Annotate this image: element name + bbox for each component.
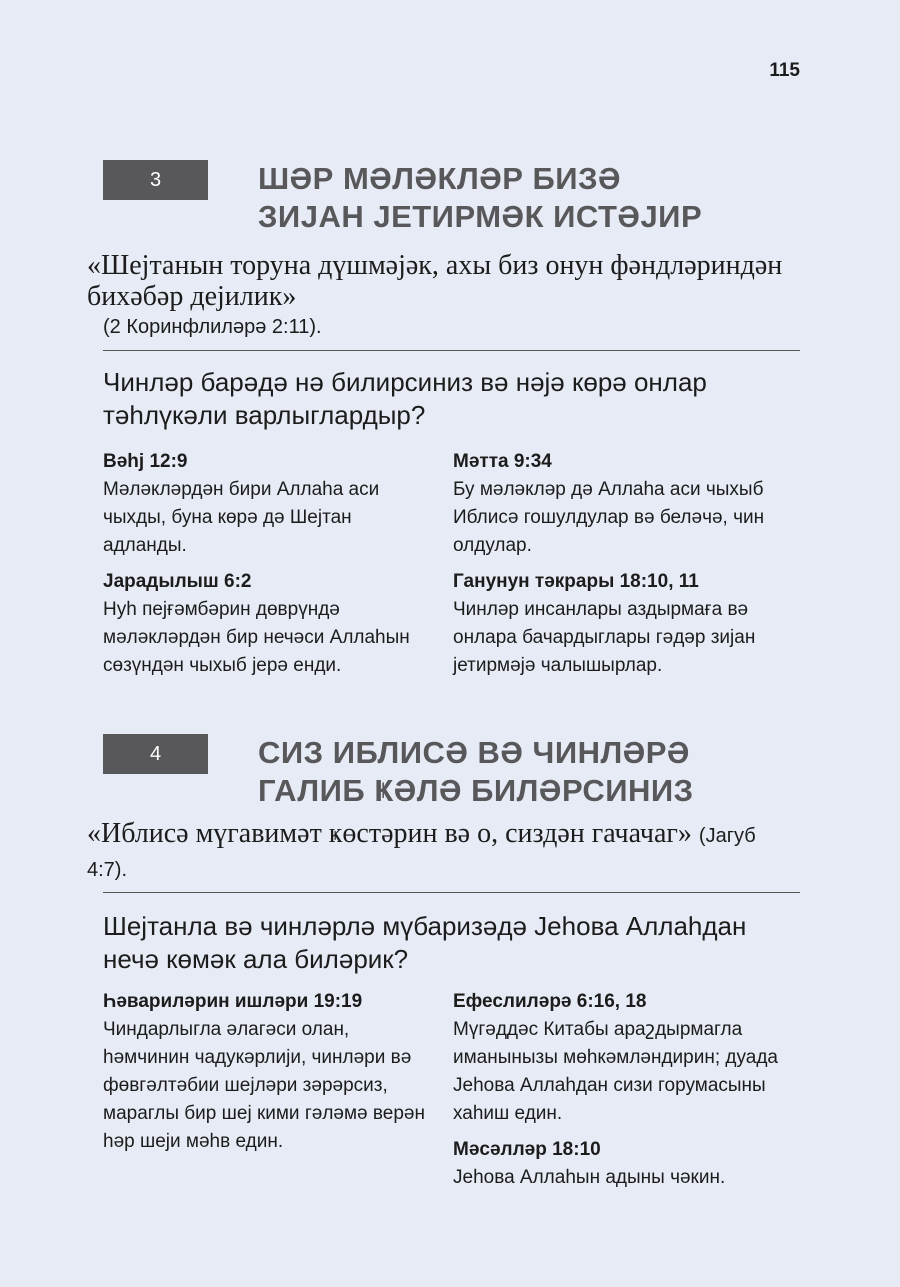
verse-entry bbox=[453, 568, 800, 680]
verse-entry bbox=[103, 568, 433, 680]
verse-reference: Мәтта 9:34 bbox=[453, 451, 552, 472]
scripture-quote bbox=[87, 250, 797, 342]
verse-reference: Јарадылыш 6:2 bbox=[103, 571, 252, 592]
section-number-box: 3 bbox=[103, 160, 208, 200]
verse-reference: Мәсәлләр 18:10 bbox=[453, 1139, 601, 1160]
verse-entry bbox=[453, 1136, 800, 1192]
verse-entry bbox=[453, 448, 800, 560]
verse-summary: Бу мәләкләр дә Аллаһа аси чыхыб Иблисә гошулдулар вә беләчә, чин олдулар. bbox=[453, 479, 765, 556]
quote-text: «Шејтанын торуна дүшмәјәк, ахы биз онун фәндләриндән бихәбәр дејилик» bbox=[87, 250, 783, 312]
quote-reference: (2 Коринфлиләрә 2:11). bbox=[103, 316, 322, 338]
verse-reference: Һәвариләрин ишләри 19:19 bbox=[103, 991, 363, 1012]
left-column bbox=[103, 448, 433, 688]
verse-summary: Чиндарлыгла әлагәси олан, һәмчинин чадукәрлији, чинләри вә фөвгәлтәбии шејләри зәрәрсиз, мараглы бир шеј кими гәләмә верән һәр шеји мәһв един. bbox=[103, 1019, 425, 1152]
section-number-box: 4 bbox=[103, 734, 208, 774]
quote-text: «Иблисә мүгавимәт ҝөстәрин вә о, сиздән гачачаг» bbox=[87, 818, 692, 849]
verse-summary: Чинләр инсанлары аздырмаға вә онлара бачардыглары гәдәр зијан јетирмәјә чалышырлар. bbox=[453, 599, 756, 676]
section-question: Шејтанла вә чинләрлә мүбаризәдә Јеһова Аллаһдан нечә көмәк ала биләрик? bbox=[103, 911, 747, 974]
divider bbox=[103, 892, 800, 893]
verse-summary: Мүгәддәс Китабы араշдырмагла иманынызы мөһкәмләндирин; дуада Јеһова Аллаһдан сизи горумасыны хаһиш един. bbox=[453, 1019, 778, 1124]
verse-entry bbox=[103, 988, 433, 1156]
verse-reference: Вәһј 12:9 bbox=[103, 451, 188, 472]
right-column bbox=[453, 448, 800, 688]
section-heading bbox=[258, 160, 702, 236]
verse-summary: Нуһ пејғәмбәрин дөврүндә мәләкләрдән бир нечәси Аллаһын сөзүндән чыхыб јерә енди. bbox=[103, 599, 410, 676]
divider bbox=[103, 350, 800, 351]
verse-summary: Мәләкләрдән бири Аллаһа аси чыхды, буна көрә дә Шејтан адланды. bbox=[103, 479, 380, 556]
scripture-quote bbox=[87, 818, 797, 886]
verse-entry bbox=[103, 448, 433, 560]
verse-reference: Ефеслиләрә 6:16, 18 bbox=[453, 991, 647, 1012]
verse-reference: Ганунун тәкрары 18:10, 11 bbox=[453, 571, 699, 592]
heading-line-1: ШӘР МӘЛӘКЛӘР БИЗӘ bbox=[258, 161, 622, 196]
heading-line-2: ЗИЈАН ЈЕТИРМӘК ИСТӘЈИР bbox=[258, 199, 703, 234]
section-question: Чинләр барәдә нә билирсиниз вә нәјә көрә онлар тәһлүкәли варлыглардыр? bbox=[103, 367, 707, 430]
verse-entry bbox=[453, 988, 800, 1128]
heading-line-1: СИЗ ИБЛИСӘ ВӘ ЧИНЛӘРӘ bbox=[258, 735, 690, 770]
quote-reference: (Јагуб 4:7). bbox=[87, 825, 756, 881]
verse-summary: Јеһова Аллаһын адыны чәкин. bbox=[453, 1167, 726, 1188]
right-column bbox=[453, 988, 800, 1200]
heading-line-2: ГАЛИБ ҜӘЛӘ БИЛӘРСИНИЗ bbox=[258, 773, 694, 808]
section-heading bbox=[258, 734, 694, 810]
page-number: 115 bbox=[769, 60, 800, 81]
left-column bbox=[103, 988, 433, 1164]
